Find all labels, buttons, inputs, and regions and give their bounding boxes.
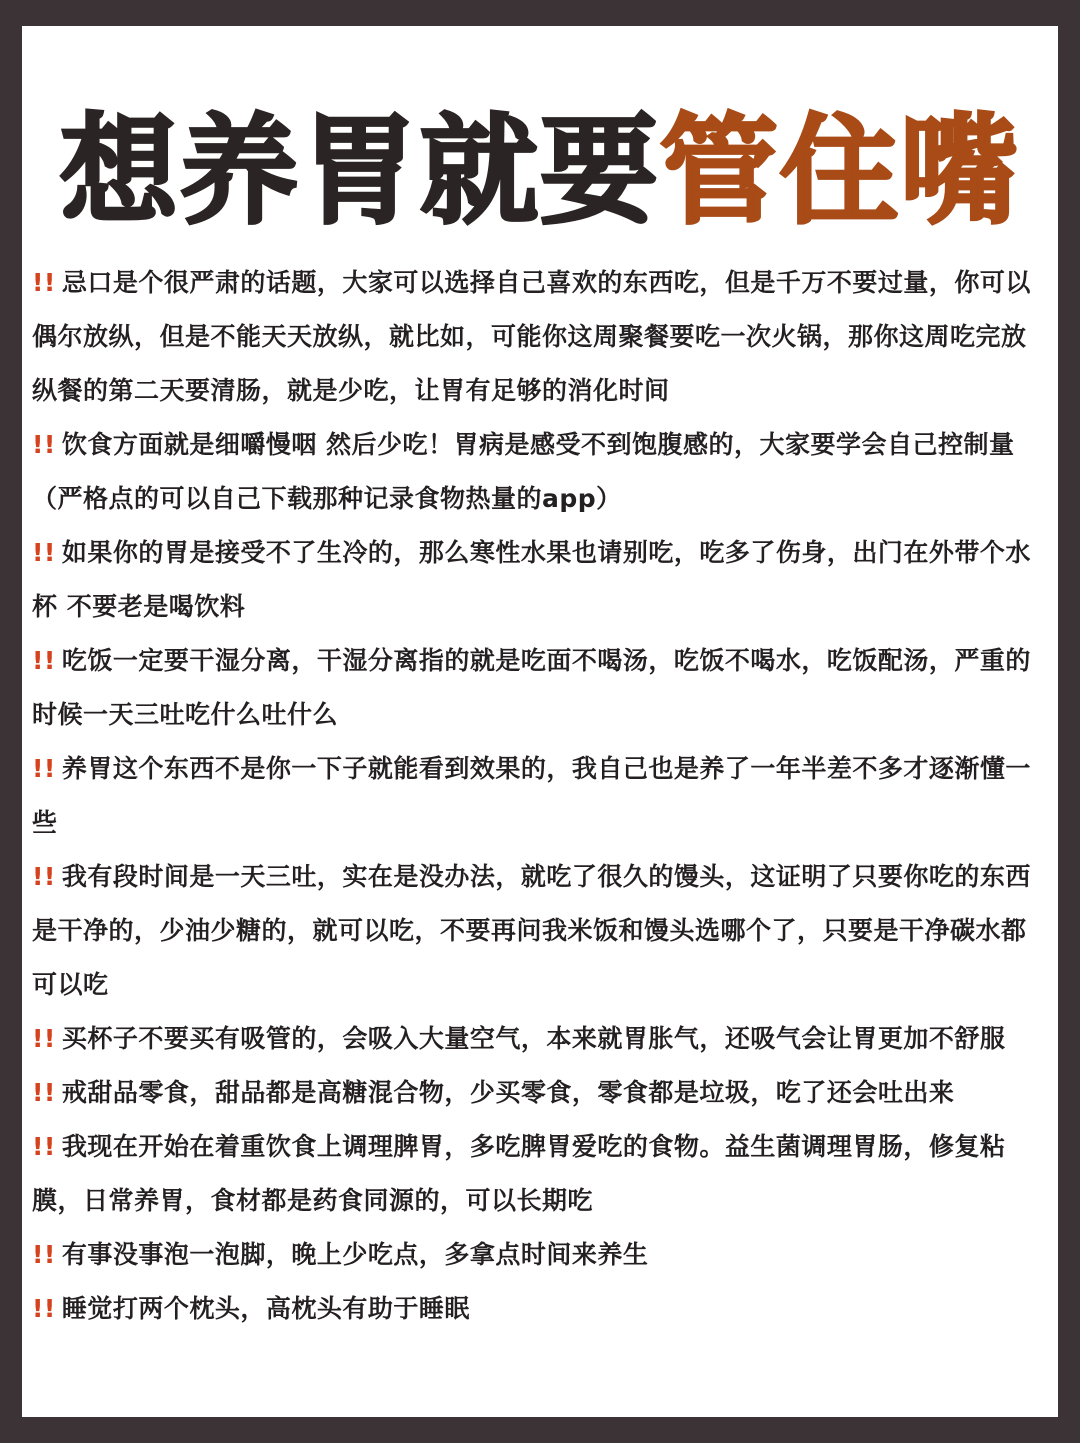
tips-list xyxy=(32,256,1048,1336)
exclamation-icon: !! xyxy=(32,754,56,783)
exclamation-icon: !! xyxy=(32,1240,56,1269)
exclamation-icon: !! xyxy=(32,268,56,297)
tip-item xyxy=(32,256,1048,418)
tip-text: 养胃这个东西不是你一下子就能看到效果的，我自己也是养了一年半差不多才逐渐懂一些 xyxy=(32,754,1031,837)
tip-item xyxy=(32,418,1048,526)
tip-text: 忌口是个很严肃的话题，大家可以选择自己喜欢的东西吃，但是千万不要过量，你可以偶尔放纵，但是不能天天放纵，就比如，可能你这周聚餐要吃一次火锅，那你这周吃完放纵餐的第二天要清肠，就是少吃，让胃有足够的消化时间 xyxy=(32,268,1031,405)
tip-text: 我有段时间是一天三吐，实在是没办法，就吃了很久的馒头，这证明了只要你吃的东西是干净的，少油少糖的，就可以吃，不要再问我米饭和馒头选哪个了，只要是干净碳水都可以吃 xyxy=(32,862,1031,999)
title-main: 想养胃就要 xyxy=(59,102,660,240)
exclamation-icon: !! xyxy=(32,430,56,459)
exclamation-icon: !! xyxy=(32,538,56,567)
tip-text: 买杯子不要买有吸管的，会吸入大量空气，本来就胃胀气，还吸气会让胃更加不舒服 xyxy=(61,1024,1006,1053)
tip-text: 有事没事泡一泡脚，晚上少吃点，多拿点时间来养生 xyxy=(61,1240,649,1269)
tip-text: 戒甜品零食，甜品都是高糖混合物，少买零食，零食都是垃圾，吃了还会吐出来 xyxy=(61,1078,955,1107)
exclamation-icon: !! xyxy=(32,1024,56,1053)
tip-item xyxy=(32,1012,1048,1066)
tip-item xyxy=(32,1066,1048,1120)
page-title xyxy=(22,96,1058,246)
tip-item xyxy=(32,850,1048,1012)
tip-item xyxy=(32,634,1048,742)
tip-item xyxy=(32,1282,1048,1336)
tip-text: 如果你的胃是接受不了生冷的，那么寒性水果也请别吃，吃多了伤身，出门在外带个水杯 不要老是喝饮料 xyxy=(32,538,1031,621)
tip-item xyxy=(32,526,1048,634)
exclamation-icon: !! xyxy=(32,1132,56,1161)
exclamation-icon: !! xyxy=(32,862,56,891)
tip-item xyxy=(32,1228,1048,1282)
exclamation-icon: !! xyxy=(32,1078,56,1107)
exclamation-icon: !! xyxy=(32,1294,56,1323)
tip-item xyxy=(32,1120,1048,1228)
exclamation-icon: !! xyxy=(32,646,56,675)
tip-item xyxy=(32,742,1048,850)
title-highlight: 管住嘴 xyxy=(660,102,1021,240)
tip-text: 饮食方面就是细嚼慢咽 然后少吃！胃病是感受不到饱腹感的，大家要学会自己控制量（严格点的可以自己下载那种记录食物热量的app） xyxy=(32,430,1015,513)
content-card xyxy=(22,26,1058,1417)
tip-text: 我现在开始在着重饮食上调理脾胃，多吃脾胃爱吃的食物。益生菌调理胃肠，修复粘膜，日常养胃，食材都是药食同源的，可以长期吃 xyxy=(32,1132,1006,1215)
tip-text: 吃饭一定要干湿分离，干湿分离指的就是吃面不喝汤，吃饭不喝水，吃饭配汤，严重的时候一天三吐吃什么吐什么 xyxy=(32,646,1031,729)
tip-text: 睡觉打两个枕头，高枕头有助于睡眠 xyxy=(61,1294,470,1323)
